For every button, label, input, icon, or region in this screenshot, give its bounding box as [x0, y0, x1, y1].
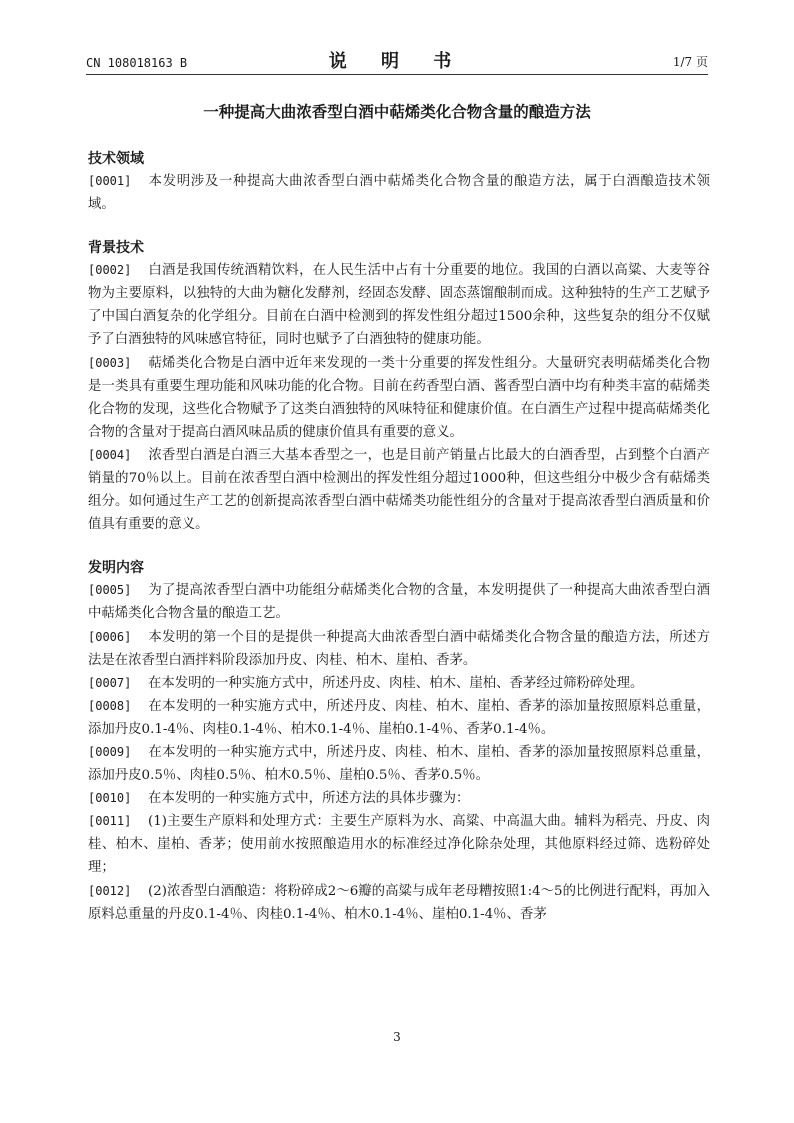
section-invention-content: [88, 557, 710, 925]
section-background: [88, 237, 710, 536]
page-number: 3: [393, 1030, 401, 1044]
paragraph-number: [0001]: [88, 174, 132, 188]
paragraph: [88, 444, 710, 536]
paragraph: [88, 880, 710, 926]
paragraph-number: [0008]: [88, 698, 132, 713]
publication-number: CN 108018163 B: [86, 56, 188, 70]
section-heading: 发明内容: [88, 560, 144, 577]
paragraph: [88, 170, 710, 216]
section-technical-field: [88, 148, 710, 216]
header-divider: [86, 74, 708, 75]
paragraph-number: [0007]: [88, 675, 132, 690]
paragraph: [88, 579, 710, 625]
paragraph-text: 本发明涉及一种提高大曲浓香型白酒中萜烯类化合物含量的酿造方法，属于白酒酿造技术领域。: [88, 174, 710, 213]
paragraph-number: [0009]: [88, 744, 132, 759]
paragraph-number: [0006]: [88, 629, 132, 644]
paragraph-text: 白酒是我国传统酒精饮料，在人民生活中占有十分重要的地位。我国的白酒以高粱、大麦等谷物为主要原料，以独特的大曲为糖化发酵剂，经固态发酵、固态蒸馏酿制而成。这种独特的生产工艺赋予了中国白酒复杂的化学组分。目前在白酒中检测到的挥发性组分超过1500余种，这些复杂的组分不仅赋予了白酒独特的风味感官特征，同时也赋予了白酒独特的健康功能。: [88, 263, 710, 348]
paragraph: [88, 259, 710, 351]
paragraph-text: 在本发明的一种实施方式中，所述丹皮、肉桂、柏木、崖柏、香茅的添加量按照原料总重量，添加丹皮0.1-4％、肉桂0.1-4％、柏木0.1-4％、崖柏0.1-4％、香茅0.1-4％。: [88, 698, 710, 737]
paragraph: [88, 626, 710, 672]
paragraph-text: 浓香型白酒是白酒三大基本香型之一，也是目前产销量占比最大的白酒香型，占到整个白酒产销量的70％以上。目前在浓香型白酒中检测出的挥发性组分超过1000种，但这些组分中极少含有萜烯类组分。如何通过生产工艺的创新提高浓香型白酒中萜烯类功能性组分的含量对于提高浓香型白酒质量和价值具有重要的意义。: [88, 447, 710, 533]
paragraph: [88, 695, 710, 741]
paragraph-text: (1)主要生产原料和处理方式：主要生产原料为水、高粱、中高温大曲。辅料为稻壳、丹皮、肉桂、柏木、崖柏、香茅；使用前水按照酿造用水的标准经过净化除杂处理，其他原料经过筛、选粉碎处理；: [88, 814, 710, 876]
paragraph-number: [0003]: [88, 355, 132, 370]
paragraph-text: (2)浓香型白酒酿造：将粉碎成2～6瓣的高粱与成年老母糟按照1:4～5的比例进行配料，再加入原料总重量的丹皮0.1-4％、肉桂0.1-4％、柏木0.1-4％、崖柏0.1-4％、香茅: [88, 883, 710, 922]
paragraph-number: [0012]: [88, 883, 132, 898]
section-heading: 背景技术: [88, 240, 144, 257]
paragraph-text: 为了提高浓香型白酒中功能组分萜烯类化合物的含量，本发明提供了一种提高大曲浓香型白酒中萜烯类化合物含量的酿造工艺。: [88, 583, 710, 622]
paragraph: [88, 741, 710, 787]
document-body: [88, 148, 710, 947]
paragraph: [88, 787, 710, 810]
section-heading: 技术领域: [88, 151, 144, 167]
paragraph-number: [0010]: [88, 791, 132, 806]
paragraph-number: [0005]: [88, 583, 132, 598]
paragraph-number: [0002]: [88, 263, 132, 278]
paragraph-text: 在本发明的一种实施方式中，所述丹皮、肉桂、柏木、崖柏、香茅的添加量按照原料总重量，添加丹皮0.5％、肉桂0.5％、柏木0.5％、崖柏0.5％、香茅0.5％。: [88, 744, 710, 784]
paragraph-text: 在本发明的一种实施方式中，所述丹皮、肉桂、柏木、崖柏、香茅经过筛粉碎处理。: [148, 675, 644, 691]
paragraph-text: 萜烯类化合物是白酒中近年来发现的一类十分重要的挥发性组分。大量研究表明萜烯类化合物是一类具有重要生理功能和风味功能的化合物。目前在药香型白酒、酱香型白酒中均有种类丰富的萜烯类化合物的发现，这些化合物赋予了这类白酒独特的风味特征和健康价值。在白酒生产过程中提高萜烯类化合物的含量对于提高白酒风味品质的健康价值具有重要的意义。: [88, 355, 710, 440]
document-title: 一种提高大曲浓香型白酒中萜烯类化合物含量的酿造方法: [203, 103, 591, 121]
paragraph: [88, 672, 710, 695]
page-header: [86, 44, 708, 74]
paragraph-text: 本发明的第一个目的是提供一种提高大曲浓香型白酒中萜烯类化合物含量的酿造方法，所述方法是在浓香型白酒拌料阶段添加丹皮、肉桂、柏木、崖柏、香茅。: [88, 629, 710, 668]
paragraph-text: 在本发明的一种实施方式中，所述方法的具体步骤为：: [148, 791, 470, 807]
paragraph: [88, 810, 710, 879]
paragraph-number: [0004]: [88, 447, 132, 462]
document-type: 说 明 书: [328, 51, 466, 72]
page-count: 1/7 页: [672, 55, 708, 69]
paragraph-number: [0011]: [88, 814, 132, 829]
paragraph: [88, 352, 710, 444]
